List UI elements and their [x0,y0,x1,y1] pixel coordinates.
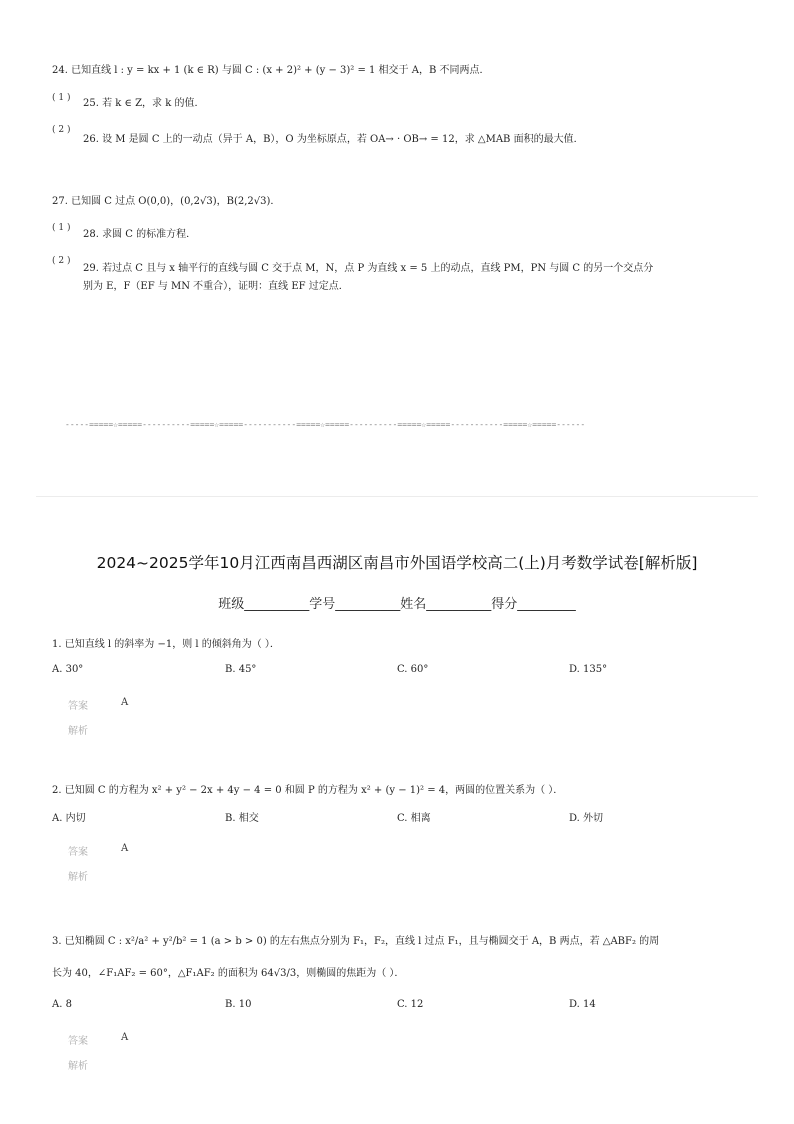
sub-question-number: ( 2 ) [52,125,71,135]
option-b: B. 相交 [225,813,259,824]
question-26-text: 26. 设 M 是圆 C 上的一动点（异于 A，B），O 为坐标原点，若 OA→ · OB→ = 12，求 △MAB 面积的最大值． [83,134,584,145]
section-separator: -----=====☆=====----------=====☆=====-----------=====☆=====----------=====☆=====-----------=====☆=====------ [65,420,586,429]
option-d: D. 外切 [569,813,604,824]
option-b: B. 45° [225,664,257,675]
question-3-stem-line2: 长为 40，∠F₁AF₂ = 60°，△F₁AF₂ 的面积为 64√3/3，则椭圆的焦距为（ ）． [52,968,405,979]
option-a: A. 30° [52,664,84,675]
answer-label: 答案 [68,701,88,712]
option-c: C. 相离 [397,813,431,824]
question-29-text-line2: 别为 E，F（EF 与 MN 不重合），证明：直线 EF 过定点． [83,281,349,292]
answer-label: 答案 [68,847,88,858]
answer-value: A [121,697,129,708]
analysis-label: 解析 [68,872,88,883]
option-c: C. 12 [397,999,424,1010]
question-27-stem: 27. 已知圆 C 过点 O(0,0)，(0,2√3)，B(2,2√3)． [52,196,281,207]
question-28-text: 28. 求圆 C 的标准方程． [83,229,197,240]
paper-title: 2024~2025学年10月江西南昌西湖区南昌市外国语学校高二(上)月考数学试卷[解析版] [96,554,698,572]
option-d: D. 14 [569,999,596,1010]
sub-question-number: ( 2 ) [52,256,71,266]
analysis-label: 解析 [68,726,88,737]
option-a: A. 8 [52,999,72,1010]
question-29-text-line1: 29. 若过点 C 且与 x 轴平行的直线与圆 C 交于点 M，N，点 P 为直线 x = 5 上的动点，直线 PM，PN 与圆 C 的另一个交点分 [83,263,654,274]
sub-question-number: ( 1 ) [52,223,71,233]
option-b: B. 10 [225,999,252,1010]
question-24-stem: 24. 已知直线 l : y = kx + 1 (k ∈ R) 与圆 C : (x + 2)² + (y − 3)² = 1 相交于 A，B 不同两点． [52,65,490,76]
question-25-text: 25. 若 k ∈ Z，求 k 的值． [83,98,205,109]
option-a: A. 内切 [52,813,86,824]
student-info-line: 班级__________学号__________姓名__________得分_________ [218,597,576,612]
analysis-label: 解析 [68,1061,88,1072]
question-3-stem-line1: 3. 已知椭圆 C : x²/a² + y²/b² = 1 (a > b > 0) 的左右焦点分别为 F₁，F₂，直线 l 过点 F₁，且与椭圆交于 A，B 两点，若 △ABF₂ 的周 [52,936,660,947]
option-d: D. 135° [569,664,608,675]
answer-value: A [121,843,129,854]
answer-value: A [121,1032,129,1043]
sub-question-number: ( 1 ) [52,93,71,103]
question-1-stem: 1. 已知直线 l 的斜率为 −1，则 l 的倾斜角为（ ）． [52,639,280,650]
answer-label: 答案 [68,1036,88,1047]
page-divider [36,496,758,497]
question-2-stem: 2. 已知圆 C 的方程为 x² + y² − 2x + 4y − 4 = 0 和圆 P 的方程为 x² + (y − 1)² = 4，两圆的位置关系为（ ）． [52,785,564,796]
option-c: C. 60° [397,664,429,675]
